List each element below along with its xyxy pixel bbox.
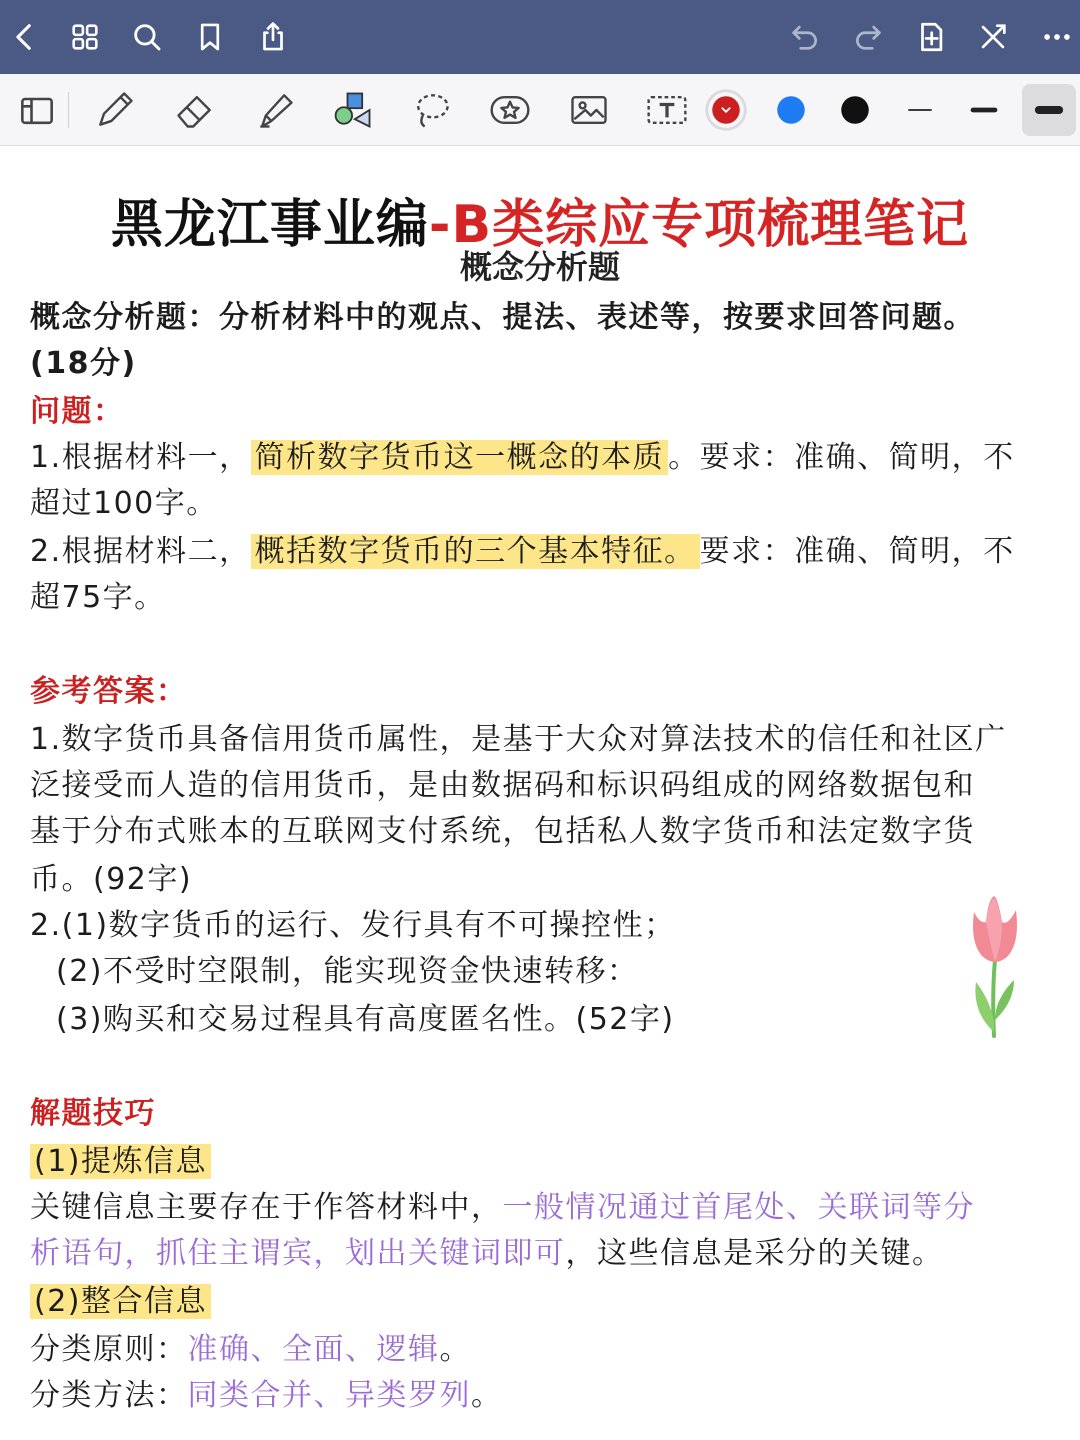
tip-1-label-highlight: (1)提炼信息: [30, 1144, 211, 1179]
intro-line-2: (18分): [30, 346, 137, 381]
color-blue-swatch[interactable]: [764, 84, 818, 136]
back-button[interactable]: [2, 14, 48, 60]
tip-2-line-2-prefix: 分类方法：: [30, 1378, 188, 1413]
shapes-icon: [331, 88, 375, 132]
color-dot-icon: [769, 88, 813, 132]
color-dot-icon: [833, 88, 877, 132]
q2-prefix: 2.根据材料二，: [30, 534, 251, 569]
undo-icon: [788, 20, 822, 54]
answer-1-line-1: 1.数字货币具备信用货币属性，是基于大众对算法技术的信任和社区广: [30, 722, 1007, 757]
answer-1-line-2: 泛接受而人造的信用货币，是由数据码和标识码组成的网络数据包和: [30, 768, 975, 803]
more-icon: [1040, 20, 1074, 54]
stroke-medium-option[interactable]: [957, 84, 1011, 136]
color-black-swatch[interactable]: [828, 84, 882, 136]
sticker-icon: [488, 88, 532, 132]
pen-icon: [93, 88, 137, 132]
q1-highlight: 简析数字货币这一概念的本质: [251, 440, 669, 475]
tip-1-line-1: [30, 1186, 1060, 1230]
redo-icon: [851, 20, 885, 54]
lasso-icon: [410, 88, 454, 132]
stroke-thick-option[interactable]: [1022, 84, 1076, 136]
question-heading: 问题：: [30, 394, 125, 429]
stroke-thin-option[interactable]: [893, 84, 947, 136]
text-box-icon: [645, 88, 689, 132]
answer-heading: 参考答案：: [30, 674, 188, 709]
answer-1-line-3: 基于分布式账本的互联网支付系统，包括私人数字货币和法定数字货: [30, 814, 975, 849]
search-button[interactable]: [124, 14, 170, 60]
tip-2-line-1-purple: 准确、全面、逻辑: [187, 1332, 440, 1367]
tips-heading: 解题技巧: [30, 1096, 156, 1131]
image-icon: [567, 88, 611, 132]
tip-1-purple-2: 析语句，抓住主谓宾，划出关键词即可: [30, 1236, 566, 1271]
eraser-icon: [173, 88, 217, 132]
tip-1-suffix: ，这些信息是采分的关键。: [565, 1236, 944, 1271]
tip-2-line-1-suffix: 。: [439, 1332, 471, 1367]
more-button[interactable]: [1034, 14, 1080, 60]
bookmark-icon: [193, 20, 227, 54]
question-2-cont: 超75字。: [30, 580, 166, 615]
stroke-thick-icon: [1027, 88, 1071, 132]
question-2: [30, 530, 1060, 574]
highlighter-tool[interactable]: [248, 84, 302, 136]
tip-2-label: [30, 1280, 1060, 1324]
selected-color-icon: [704, 88, 748, 132]
share-button[interactable]: [250, 14, 296, 60]
tip-2-line-1: [30, 1328, 1060, 1372]
add-page-button[interactable]: [908, 14, 954, 60]
share-icon: [256, 20, 290, 54]
tip-1-line-2: [30, 1232, 1060, 1276]
thumbnails-button[interactable]: [62, 14, 108, 60]
layout-tool[interactable]: [10, 84, 64, 136]
close-edit-button[interactable]: [970, 14, 1016, 60]
add-page-icon: [914, 20, 948, 54]
intro-line-1: 概念分析题：分析材料中的观点、提法、表述等，按要求回答问题。: [30, 300, 975, 335]
stroke-thin-icon: [898, 88, 942, 132]
color-red-swatch[interactable]: [699, 84, 753, 136]
search-icon: [130, 20, 164, 54]
q1-suffix: 。要求：准确、简明，不: [668, 440, 1015, 475]
undo-button[interactable]: [782, 14, 828, 60]
drawing-toolbar: [0, 74, 1080, 146]
bookmark-button[interactable]: [187, 14, 233, 60]
pen-tool[interactable]: [88, 84, 142, 136]
answer-2-line-2: (2)不受时空限制，能实现资金快速转移：: [56, 954, 639, 989]
note-page[interactable]: [0, 150, 1080, 1440]
question-1: [30, 436, 1060, 480]
eraser-tool[interactable]: [168, 84, 222, 136]
tip-2-line-2: [30, 1374, 1060, 1418]
question-1-cont: 超过100字。: [30, 486, 218, 521]
sticker-tool[interactable]: [483, 84, 537, 136]
shapes-tool[interactable]: [326, 84, 380, 136]
q2-highlight: 概括数字货币的三个基本特征。: [251, 534, 700, 569]
redo-button[interactable]: [845, 14, 891, 60]
answer-1-line-4: 币。(92字): [30, 862, 193, 897]
title-red-part: -B类综应专项梳理笔记: [428, 195, 970, 255]
grid-icon: [68, 20, 102, 54]
close-icon: [976, 20, 1010, 54]
tip-1-prefix: 关键信息主要存在于作答材料中，: [30, 1190, 503, 1225]
title-black-part: 黑龙江事业编: [110, 195, 429, 255]
highlighter-icon: [253, 88, 297, 132]
text-box-tool[interactable]: [640, 84, 694, 136]
tip-2-line-2-suffix: 。: [471, 1378, 503, 1413]
q2-suffix: 要求：准确、简明，不: [699, 534, 1015, 569]
image-tool[interactable]: [562, 84, 616, 136]
tip-1-label: [30, 1140, 1060, 1184]
answer-2-line-1: 2.(1)数字货币的运行、发行具有不可操控性；: [30, 908, 676, 943]
stroke-medium-icon: [962, 88, 1006, 132]
toolbar-divider: [68, 92, 69, 128]
tulip-sticker-icon: [962, 892, 1032, 1042]
top-navigation-bar: [0, 0, 1080, 74]
page-subtitle: 概念分析题: [459, 248, 620, 286]
tip-2-line-1-prefix: 分类原则：: [30, 1332, 188, 1367]
tip-1-purple-1: 一般情况通过首尾处、关联词等分: [502, 1190, 975, 1225]
layout-icon: [15, 88, 59, 132]
lasso-tool[interactable]: [405, 84, 459, 136]
q1-prefix: 1.根据材料一，: [30, 440, 251, 475]
tip-2-line-2-purple: 同类合并、异类罗列: [187, 1378, 471, 1413]
tip-2-label-highlight: (2)整合信息: [30, 1284, 211, 1319]
answer-2-line-3: (3)购买和交易过程具有高度匿名性。(52字): [56, 1002, 675, 1037]
chevron-left-icon: [8, 20, 42, 54]
